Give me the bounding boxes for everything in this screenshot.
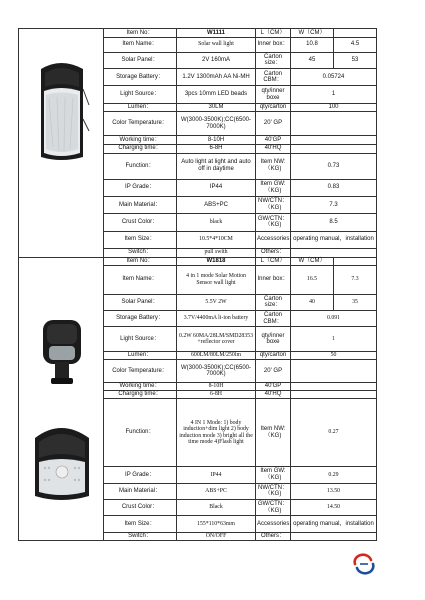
value-light-source: 0.2W 60MA/28LM/SMD28353 +reflector cover <box>177 327 256 352</box>
label-qty-carton: qty/carton <box>256 352 291 360</box>
label-qty-inner: qty/inner boxe <box>256 327 291 352</box>
value-function: Auto light at light and auto off in daytime <box>177 153 256 179</box>
value-main-material: ABS+PC <box>177 196 256 213</box>
value-switch: pull swith <box>177 248 256 257</box>
value-others <box>291 532 377 540</box>
label-item-name: Item Name： <box>104 37 177 52</box>
value-carton-l: 40 <box>291 294 334 310</box>
value-crust-color: black <box>177 214 256 231</box>
label-solar-panel: Solar Panel： <box>104 294 177 310</box>
label-40hq: 40'HQ <box>256 144 291 153</box>
table-row <box>19 29 377 38</box>
label-qty-carton: qty/carton <box>256 103 291 112</box>
value-accessories: operating manual，installation <box>291 231 377 248</box>
label-main-material: Main Material： <box>104 196 177 213</box>
value-item-nw: 0.27 <box>291 399 377 467</box>
value-color-temp: W(3000-3500K);CC(6500-7000K) <box>177 360 256 383</box>
value-item-gw: 0.29 <box>291 467 377 483</box>
label-accessories: Accessories： <box>256 231 291 248</box>
label-20gp: 20' GP <box>256 360 291 383</box>
value-others <box>291 248 377 257</box>
label-storage-battery: Storage Battery： <box>104 311 177 327</box>
value-20gp <box>291 112 377 136</box>
value-qty-inner: 1 <box>291 327 377 352</box>
product-photo-cell <box>19 257 104 541</box>
value-40gp <box>291 136 377 145</box>
value-item-size: 10.5*4*10CM <box>177 231 256 248</box>
label-gw-ctn: GW/CTN：（KG) <box>256 214 291 231</box>
product-photo-cell <box>19 29 104 258</box>
label-lumen: Lumen： <box>104 352 177 360</box>
label-switch: Switch： <box>104 532 177 540</box>
value-solar-panel: 2V 160mA <box>177 52 256 68</box>
label-crust-color: Crust Color： <box>104 214 177 231</box>
value-item-nw: 0.73 <box>291 153 377 179</box>
motion-sensor-light-photo <box>19 258 104 538</box>
label-nw-ctn: NW/CTN：（KG) <box>256 196 291 213</box>
value-carton-w: 53 <box>334 52 377 68</box>
value-ip-grade: IP44 <box>177 467 256 483</box>
label-nw-ctn: NW/CTN：（KG) <box>256 483 291 499</box>
value-color-temp: W(3000-3500K);CC(6500-7000K) <box>177 112 256 136</box>
value-item-no: W1111 <box>177 29 256 38</box>
value-inner-box-w: 4.5 <box>334 37 377 52</box>
label-charging-time: Charging time： <box>104 144 177 153</box>
value-item-name: Solar wall light <box>177 37 256 52</box>
label-others: Others： <box>256 532 291 540</box>
label-ip-grade: IP Grade： <box>104 179 177 196</box>
label-40gp: 40'GP <box>256 136 291 145</box>
label-20gp: 20' GP <box>256 112 291 136</box>
label-color-temp: Color Temperature： <box>104 112 177 136</box>
label-lumen: Lumen： <box>104 103 177 112</box>
label-others: Others： <box>256 248 291 257</box>
label-item-no: Item No： <box>104 29 177 38</box>
value-crust-color: Black <box>177 500 256 516</box>
label-item-name: Item Name： <box>104 265 177 294</box>
label-light-source: Light Source： <box>104 327 177 352</box>
value-working-time: 8-10H <box>177 382 256 390</box>
label-inner-box: Inner box： <box>256 37 291 52</box>
value-function: 4 IN 1 Mode: 1) body induction+dim light 2) body induction mode 3) bright all the time mode 4)Flash light <box>177 399 256 467</box>
header-l-cm: L（CM） <box>256 29 291 38</box>
label-storage-battery: Storage Battery： <box>104 69 177 86</box>
label-color-temp: Color Temperature： <box>104 360 177 383</box>
value-lumen: 30LM <box>177 103 256 112</box>
label-inner-box: Inner box： <box>256 265 291 294</box>
label-item-gw: Item GW:（KG) <box>256 179 291 196</box>
value-qty-inner: 1 <box>291 86 377 103</box>
value-20gp <box>291 360 377 383</box>
value-inner-box-l: 10.8 <box>291 37 334 52</box>
label-crust-color: Crust Color： <box>104 500 177 516</box>
label-function: Function： <box>104 153 177 179</box>
value-qty-carton: 100 <box>291 103 377 112</box>
label-main-material: Main Material： <box>104 483 177 499</box>
label-working-time: Working time： <box>104 136 177 145</box>
value-charging-time: 6-8H <box>177 144 256 153</box>
label-switch: Switch： <box>104 248 177 257</box>
value-main-material: ABS+PC <box>177 483 256 499</box>
value-storage-battery: 1.2V 1300mAh AA Ni-MH <box>177 69 256 86</box>
value-nw-ctn: 7.3 <box>291 196 377 213</box>
header-l-cm: L（CM） <box>256 257 291 265</box>
spec-sheet <box>18 28 377 541</box>
value-40hq <box>291 144 377 153</box>
value-inner-box-w: 7.3 <box>334 265 377 294</box>
label-item-size: Item Size： <box>104 231 177 248</box>
header-w-cm: W（CM） <box>291 29 334 38</box>
value-lumen: 600LM/80LM/250lm <box>177 352 256 360</box>
label-item-nw: Item NW:（KG) <box>256 399 291 467</box>
value-gw-ctn: 14.50 <box>291 500 377 516</box>
value-ip-grade: IP44 <box>177 179 256 196</box>
label-solar-panel: Solar Panel： <box>104 52 177 68</box>
header-w-cm: W（CM） <box>291 257 334 265</box>
value-item-size: 155*110*63mm <box>177 516 256 532</box>
value-qty-carton: 50 <box>291 352 377 360</box>
label-item-gw: Item GW:（KG) <box>256 467 291 483</box>
label-item-size: Item Size： <box>104 516 177 532</box>
value-item-gw: 0.83 <box>291 179 377 196</box>
value-working-time: 8-10H <box>177 136 256 145</box>
value-solar-panel: 5.5V 2W <box>177 294 256 310</box>
value-40gp <box>291 382 377 390</box>
label-carton-cbm: Carton CBM： <box>256 69 291 86</box>
value-item-no: W1818 <box>177 257 256 265</box>
table-row <box>19 257 377 265</box>
value-carton-l: 45 <box>291 52 334 68</box>
value-40hq <box>291 391 377 399</box>
label-carton-size: Carton size： <box>256 52 291 68</box>
value-gw-ctn: 8.5 <box>291 214 377 231</box>
company-logo-icon <box>352 555 376 573</box>
label-40gp: 40'GP <box>256 382 291 390</box>
value-switch: ON/OFF <box>177 532 256 540</box>
label-light-source: Light Source： <box>104 86 177 103</box>
value-nw-ctn: 13.50 <box>291 483 377 499</box>
value-accessories: operating manual，installation <box>291 516 377 532</box>
label-carton-size: Carton size： <box>256 294 291 310</box>
label-charging-time: Charging time： <box>104 391 177 399</box>
value-charging-time: 6-8H <box>177 391 256 399</box>
value-carton-cbm: 0.091 <box>291 311 377 327</box>
label-carton-cbm: Carton CBM： <box>256 311 291 327</box>
value-inner-box-l: 16.5 <box>291 265 334 294</box>
label-item-no: Item No： <box>104 257 177 265</box>
label-gw-ctn: GW/CTN：（KG) <box>256 500 291 516</box>
value-storage-battery: 3.7V/4400mA li-ion battery <box>177 311 256 327</box>
label-working-time: Working time： <box>104 382 177 390</box>
label-accessories: Accessories： <box>256 516 291 532</box>
value-carton-w: 35 <box>334 294 377 310</box>
label-item-nw: Item NW:（KG) <box>256 153 291 179</box>
value-light-source: 3pcs 10mm LED beads <box>177 86 256 103</box>
value-item-name: 4 in 1 mode Solar Motion Sensor wall light <box>177 265 256 294</box>
label-40hq: 40'HQ <box>256 391 291 399</box>
label-qty-inner: qty/inner boxe <box>256 86 291 103</box>
label-ip-grade: IP Grade： <box>104 467 177 483</box>
label-function: Function： <box>104 399 177 467</box>
value-carton-cbm: 0.05724 <box>291 69 377 86</box>
solar-wall-light-photo <box>19 29 104 254</box>
